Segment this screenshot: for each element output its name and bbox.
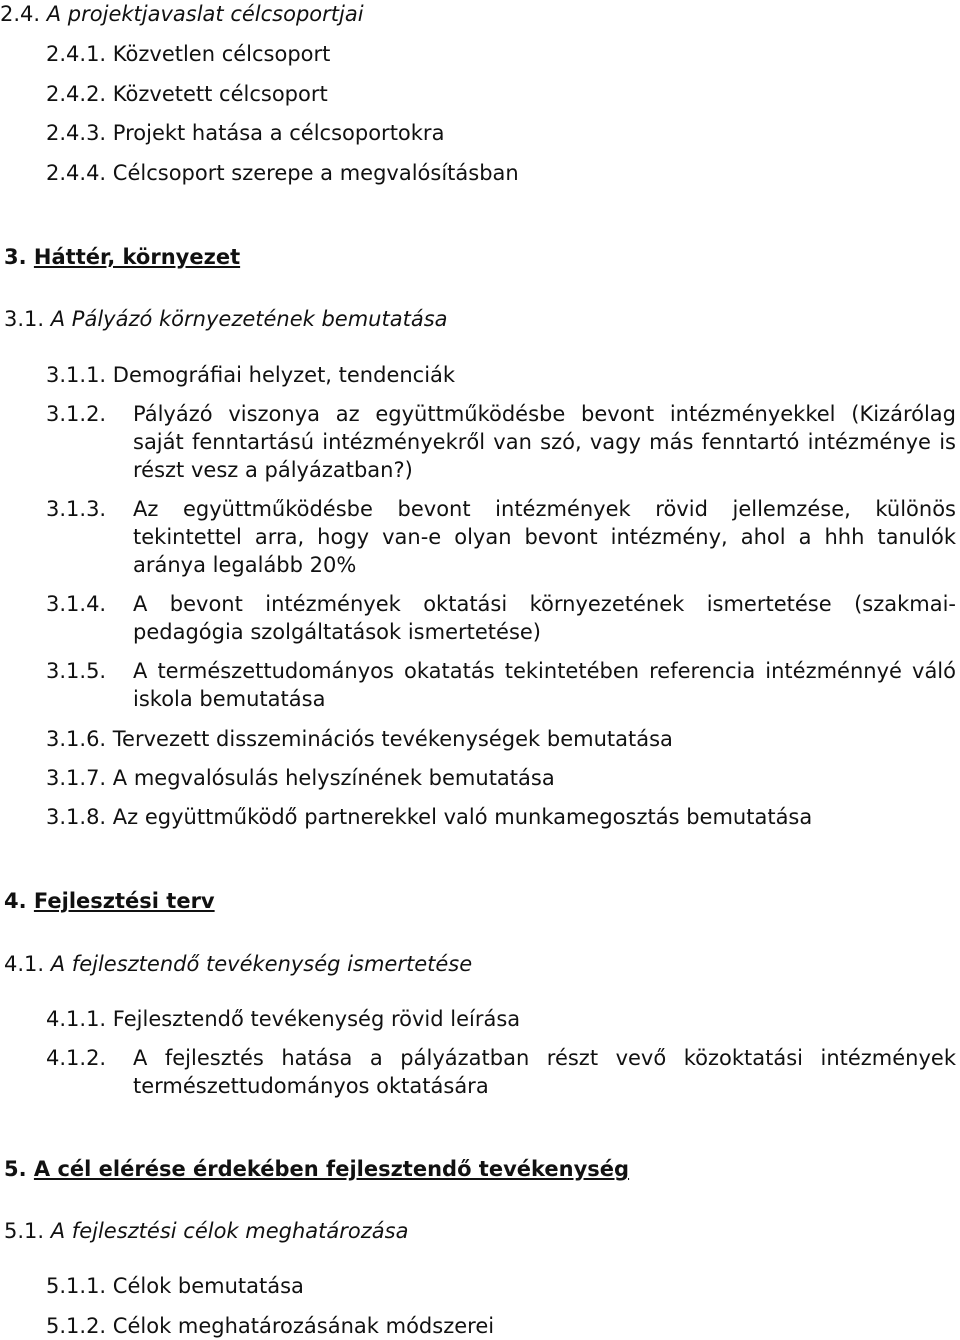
- section-title: A megvalósulás helyszínének bemutatása: [112, 766, 555, 790]
- section-number: 3.1.2.: [46, 402, 107, 426]
- section-title: Tervezett disszeminációs tevékenységek bemutatása: [112, 727, 673, 751]
- heading-2-4-1: [46, 40, 330, 68]
- heading-3-1-3: [46, 495, 956, 579]
- section-title: Az együttműködő partnerekkel való munkamegosztás bemutatása: [112, 805, 813, 829]
- heading-2-4-3: [46, 119, 444, 147]
- section-number: 5.1.2.: [46, 1314, 107, 1338]
- section-number: 3.1.4.: [46, 592, 107, 616]
- section-title: A bevont intézmények oktatási környezetének ismertetése (szakmai-pedagógia szolgáltatások ismertetése): [133, 592, 956, 644]
- section-title: Háttér, környezet: [33, 245, 241, 269]
- heading-3-1-6: [46, 725, 673, 753]
- section-number: 3.1.5.: [46, 659, 107, 683]
- heading-4-1-1: [46, 1005, 520, 1033]
- section-title: Projekt hatása a célcsoportokra: [112, 121, 445, 145]
- heading-4: [4, 887, 215, 915]
- section-title: Célok bemutatása: [112, 1274, 304, 1298]
- section-number: 5.1.: [4, 1219, 45, 1243]
- section-number: 2.4.: [0, 2, 41, 26]
- heading-3-1-5: [46, 657, 956, 713]
- section-number: 4.1.: [4, 952, 45, 976]
- section-title: Pályázó viszonya az együttműködésbe bevont intézményekkel (Kizárólag saját fenntartású intézményekről van szó, vagy más fenntartó intézménye is részt vesz a pályázatban?): [133, 402, 956, 482]
- section-title: Közvetett célcsoport: [112, 82, 328, 106]
- heading-5-1-1: [46, 1272, 304, 1300]
- section-title: A cél elérése érdekében fejlesztendő tevékenység: [33, 1157, 630, 1181]
- heading-3-1-1: [46, 361, 455, 389]
- heading-5-1: [4, 1217, 408, 1245]
- heading-3-1-4: [46, 590, 956, 646]
- section-title: A Pályázó környezetének bemutatása: [50, 307, 448, 331]
- section-title: Fejlesztési terv: [33, 889, 215, 913]
- section-number: 4.1.2.: [46, 1046, 107, 1070]
- heading-4-1: [4, 950, 472, 978]
- section-number: 2.4.1.: [46, 42, 107, 66]
- section-number: 3.1.8.: [46, 805, 107, 829]
- section-number: 4.1.1.: [46, 1007, 107, 1031]
- section-title: Célcsoport szerepe a megvalósításban: [112, 161, 519, 185]
- section-number: 3.1.: [4, 307, 45, 331]
- section-number: 3.1.7.: [46, 766, 107, 790]
- section-title: Demográfiai helyzet, tendenciák: [112, 363, 456, 387]
- section-title: Az együttműködésbe bevont intézmények rövid jellemzése, különös tekintettel arra, hogy van-e olyan bevont intézmény, ahol a hhh tanulók aránya legalább 20%: [133, 497, 956, 577]
- heading-3-1-2: [46, 400, 956, 484]
- heading-2-4-4: [46, 159, 519, 187]
- section-number: 2.4.4.: [46, 161, 107, 185]
- section-title: A fejlesztési célok meghatározása: [50, 1219, 409, 1243]
- section-title: A természettudományos okatatás tekintetében referencia intézménnyé váló iskola bemutatása: [133, 659, 956, 711]
- section-number: 3.1.1.: [46, 363, 107, 387]
- section-number: 5.1.1.: [46, 1274, 107, 1298]
- section-title: Célok meghatározásának módszerei: [112, 1314, 495, 1338]
- section-title: A fejlesztendő tevékenység ismertetése: [50, 952, 473, 976]
- section-number: 2.4.3.: [46, 121, 107, 145]
- section-number: 3.1.3.: [46, 497, 107, 521]
- section-title: Fejlesztendő tevékenység rövid leírása: [112, 1007, 521, 1031]
- heading-2-4-2: [46, 80, 328, 108]
- heading-4-1-2: [46, 1044, 956, 1100]
- heading-3-1: [4, 305, 448, 333]
- heading-3: [4, 243, 240, 271]
- section-title: Közvetlen célcsoport: [112, 42, 331, 66]
- heading-2-4: [0, 0, 364, 28]
- section-title: A fejlesztés hatása a pályázatban részt vevő közoktatási intézmények természettudományos oktatására: [133, 1046, 956, 1098]
- section-number: 4.: [4, 889, 27, 913]
- heading-5-1-2: [46, 1312, 494, 1340]
- heading-3-1-8: [46, 803, 812, 831]
- section-number: 5.: [4, 1157, 27, 1181]
- heading-3-1-7: [46, 764, 555, 792]
- section-title: A projektjavaslat célcsoportjai: [46, 2, 364, 26]
- section-number: 3.: [4, 245, 27, 269]
- section-number: 2.4.2.: [46, 82, 107, 106]
- heading-5: [4, 1155, 629, 1183]
- section-number: 3.1.6.: [46, 727, 107, 751]
